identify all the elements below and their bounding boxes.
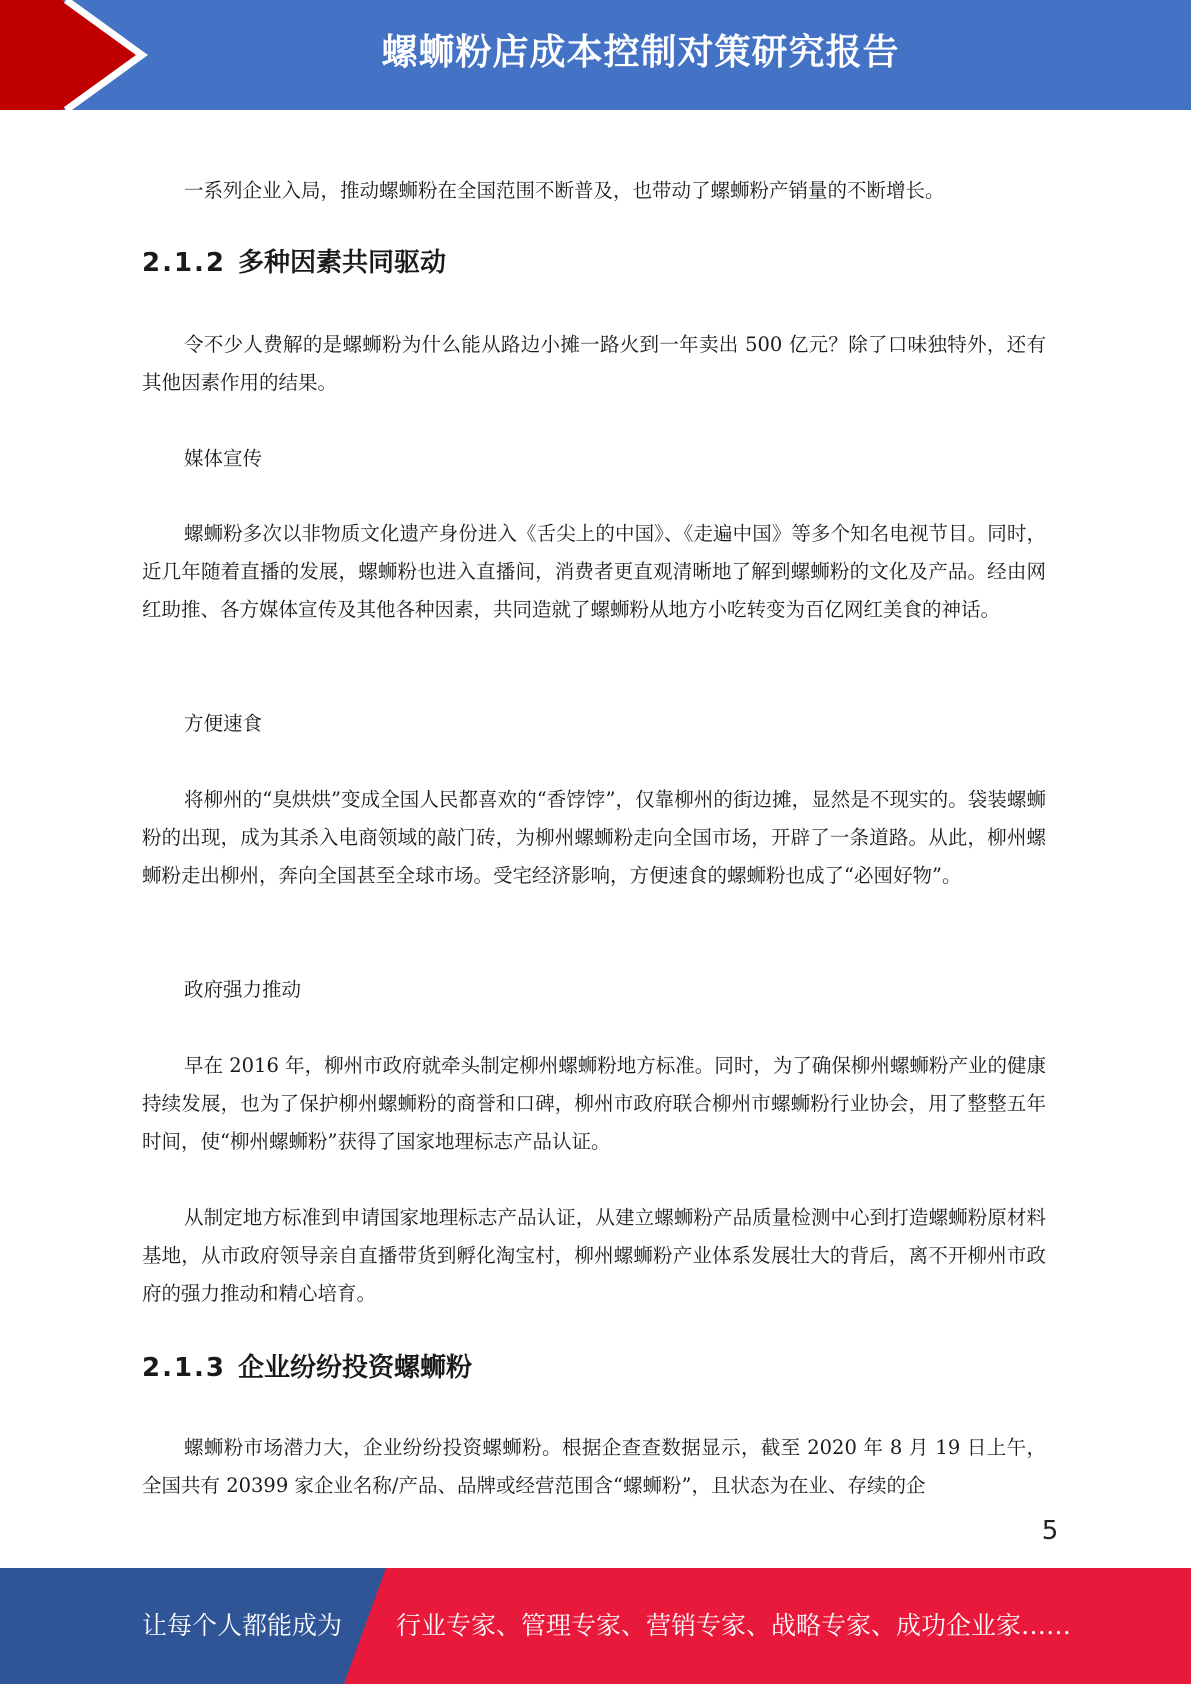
page-footer	[0, 1568, 1191, 1684]
paragraph: 早在 2016 年，柳州市政府就牵头制定柳州螺蛳粉地方标准。同时，为了确保柳州螺蛳粉产业的健康持续发展，也为了保护柳州螺蛳粉的商誉和口碑，柳州市政府联合柳州市螺蛳粉行业协会，用了整整五年时间，使“柳州螺蛳粉”获得了国家地理标志产品认证。	[142, 1054, 1046, 1153]
section-title: 企业纷纷投资螺蛳粉	[238, 1353, 473, 1383]
paragraph: 螺蛳粉市场潜力大，企业纷纷投资螺蛳粉。根据企查查数据显示，截至 2020 年 8 月 19 日上午，全国共有 20399 家企业名称/产品、品牌或经营范围含“螺蛳粉”，且状态为在业、存续的企	[142, 1436, 1046, 1497]
subheading-government: 政府强力推动	[184, 978, 302, 1001]
page-header	[0, 0, 1191, 110]
footer-slogan-left: 让每个人都能成为	[142, 1611, 343, 1640]
section-heading-2-1-3	[142, 1350, 1046, 1386]
subheading-media: 媒体宣传	[184, 447, 263, 470]
section-heading-2-1-2	[142, 245, 1046, 281]
section-title: 多种因素共同驱动	[238, 248, 447, 278]
paragraph: 从制定地方标准到申请国家地理标志产品认证，从建立螺蛳粉产品质量检测中心到打造螺蛳粉原材料基地，从市政府领导亲自直播带货到孵化淘宝村，柳州螺蛳粉产业体系发展壮大的背后，离不开柳州市政府的强力推动和精心培育。	[142, 1206, 1046, 1305]
report-title: 螺蛳粉店成本控制对策研究报告	[381, 32, 900, 73]
header-arrow-decoration	[0, 0, 160, 110]
intro-paragraph: 一系列企业入局，推动螺蛳粉在全国范围不断普及，也带动了螺蛳粉产销量的不断增长。	[184, 179, 945, 202]
section-number: 2.1.3	[142, 1353, 227, 1383]
subheading-convenience: 方便速食	[184, 712, 263, 735]
paragraph: 令不少人费解的是螺蛳粉为什么能从路边小摊一路火到一年卖出 500 亿元？除了口味独特外，还有其他因素作用的结果。	[142, 333, 1046, 394]
paragraph: 螺蛳粉多次以非物质文化遗产身份进入《舌尖上的中国》、《走遍中国》等多个知名电视节目。同时，近几年随着直播的发展，螺蛳粉也进入直播间，消费者更直观清晰地了解到螺蛳粉的文化及产品。经由网红助推、各方媒体宣传及其他各种因素，共同造就了螺蛳粉从地方小吃转变为百亿网红美食的神话。	[142, 522, 1046, 621]
page-number: 5	[1041, 1516, 1059, 1546]
paragraph: 将柳州的“臭烘烘”变成全国人民都喜欢的“香饽饽”，仅靠柳州的街边摊，显然是不现实的。袋装螺蛳粉的出现，成为其杀入电商领域的敲门砖，为柳州螺蛳粉走向全国市场，开辟了一条道路。从此，柳州螺蛳粉走出柳州，奔向全国甚至全球市场。受宅经济影响，方便速食的螺蛳粉也成了“必囤好物”。	[142, 788, 1046, 887]
section-number: 2.1.2	[142, 248, 227, 278]
footer-slogan-right: 行业专家、管理专家、营销专家、战略专家、成功企业家……	[396, 1611, 1072, 1640]
